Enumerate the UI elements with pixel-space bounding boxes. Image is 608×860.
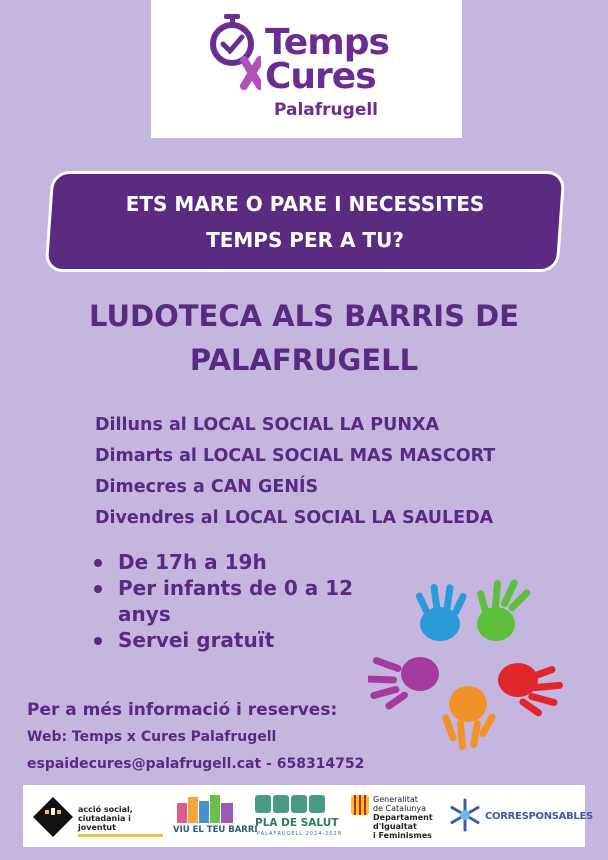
stopwatch-x-icon	[205, 14, 261, 92]
gen-line-1: Generalitat	[373, 795, 418, 804]
sponsor-footer	[23, 785, 593, 847]
corresponsables-text: CORRESPONSABLES	[485, 811, 593, 822]
info-heading: Per a més informació i reserves:	[27, 700, 338, 720]
title-line-2: PALAFRUGELL	[189, 343, 419, 377]
detail-item: Per infants de 0 a 12 anys	[92, 575, 362, 627]
pla-de-salut-logo	[251, 793, 342, 839]
hand-blue-icon	[415, 584, 468, 641]
schedule-item: Divendres al LOCAL SOCIAL LA SAULEDA	[95, 508, 494, 528]
logo-town-text: Palafrugell	[274, 100, 379, 120]
pla-de-salut-subtext: PALAFRUGELL 2024-2028	[257, 831, 342, 837]
detail-item: Servei gratuït	[92, 627, 362, 653]
generalitat-text	[373, 795, 433, 840]
schedule-item: Dimecres a CAN GENÍS	[95, 477, 319, 497]
details-list	[92, 549, 362, 653]
accio-social-logo	[33, 793, 163, 839]
gen-line-4: d'Igualtat	[373, 822, 417, 831]
schedule-list	[95, 410, 495, 534]
info-web: Web: Temps x Cures Palafrugell	[27, 729, 277, 745]
senyera-icon	[351, 795, 369, 815]
detail-item: De 17h a 19h	[92, 549, 362, 575]
hand-purple-icon	[368, 656, 439, 711]
logo-temps-text: Temps	[265, 22, 389, 63]
banner-line-2: TEMPS PER A TU?	[206, 228, 404, 252]
accio-line-1: acció social,	[78, 805, 133, 814]
viu-text: VIU EL TEU BARRI	[173, 825, 258, 835]
banner-text	[60, 186, 550, 258]
title-line-1: LUDOTECA ALS BARRIS DE	[89, 299, 519, 333]
accio-line-2: ciutadania i joventut	[78, 814, 131, 832]
hand-green-icon	[476, 578, 531, 641]
snowflake-icon	[448, 798, 482, 832]
gen-line-3: Departament	[373, 813, 433, 822]
hand-orange-icon	[441, 686, 497, 750]
viu-el-teu-barri-logo	[171, 793, 258, 839]
health-icons-icon	[255, 795, 327, 815]
gen-line-5: i Feminismes	[373, 831, 432, 840]
gen-line-2: de Catalunya	[373, 804, 427, 813]
houses-icon	[177, 793, 235, 823]
pla-de-salut-text: PLA DE SALUT	[255, 817, 339, 829]
accio-social-mark-icon	[33, 797, 73, 837]
hand-red-icon	[498, 663, 563, 718]
generalitat-logo	[351, 793, 451, 839]
schedule-item: Dilluns al LOCAL SOCIAL LA PUNXA	[95, 415, 440, 435]
info-contact: espaidecures@palafrugell.cat - 658314752	[27, 756, 365, 772]
logo-cures-text: Cures	[265, 56, 376, 97]
accio-social-text	[78, 805, 163, 837]
temps-cures-logo	[151, 0, 462, 138]
page-title	[40, 294, 568, 382]
schedule-item: Dimarts al LOCAL SOCIAL MAS MASCORT	[95, 446, 496, 466]
corresponsables-logo	[448, 793, 593, 839]
banner-line-1: ETS MARE O PARE I NECESSITES	[125, 192, 485, 216]
colorful-hands-illustration	[368, 562, 588, 752]
